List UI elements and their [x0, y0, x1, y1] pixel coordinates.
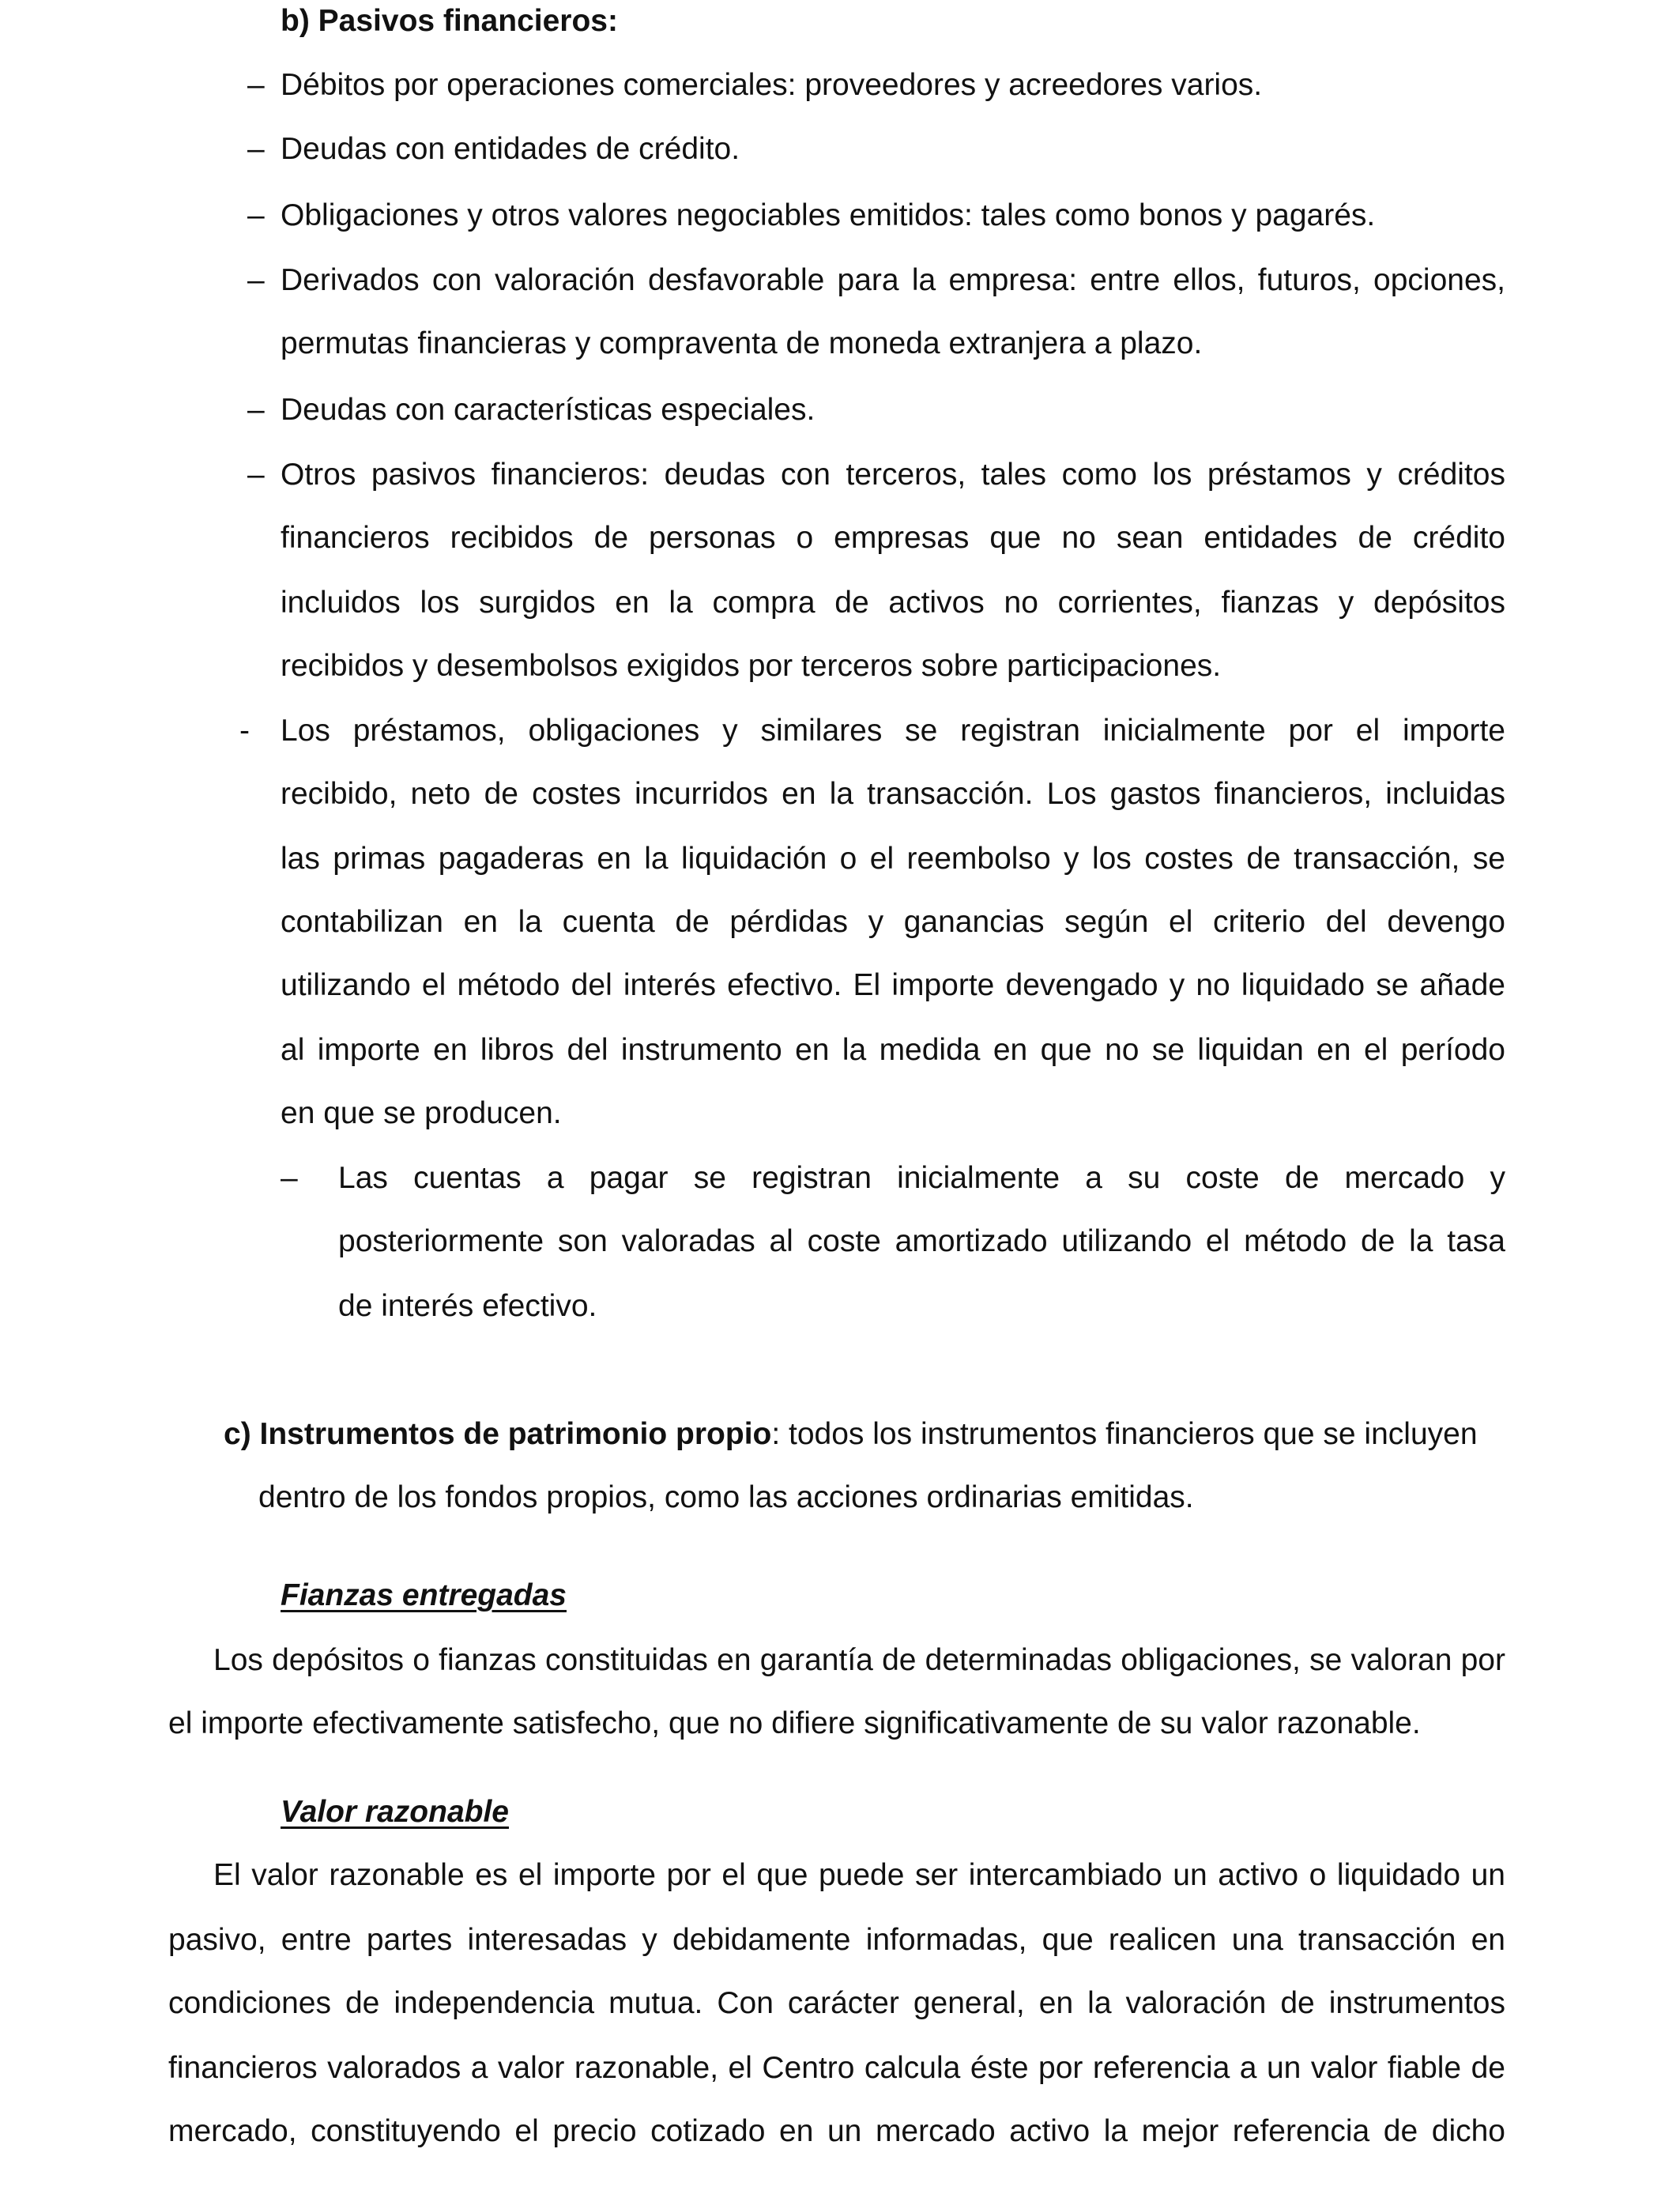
- section-b-heading: b) Pasivos financieros:: [281, 4, 618, 38]
- bullet-dash: –: [247, 132, 265, 166]
- list-item-continuation: permutas financieras y compraventa de moneda extranjera a plazo.: [281, 326, 1203, 360]
- valor-paragraph-line: pasivo, entre partes interesadas y debidamente informadas, que realicen una transacción en: [168, 1923, 1505, 1957]
- list-item-continuation: incluidos los surgidos en la compra de activos no corrientes, fianzas y depósitos: [281, 586, 1505, 620]
- list-item-continuation: recibidos y desembolsos exigidos por terceros sobre participaciones.: [281, 649, 1222, 683]
- hyphen-bullet: -: [239, 714, 250, 748]
- loans-paragraph-line: Los préstamos, obligaciones y similares se registran inicialmente por el importe: [281, 714, 1505, 748]
- payables-paragraph-line: Las cuentas a pagar se registran inicialmente a su coste de mercado y: [338, 1161, 1505, 1195]
- list-item: Deudas con características especiales.: [281, 393, 816, 427]
- bullet-dash: –: [247, 458, 265, 492]
- section-c-line-2: dentro de los fondos propios, como las acciones ordinarias emitidas.: [258, 1480, 1194, 1514]
- list-item: Deudas con entidades de crédito.: [281, 132, 740, 166]
- loans-paragraph-line: utilizando el método del interés efectivo. El importe devengado y no liquidado se añade: [281, 968, 1505, 1002]
- fianzas-paragraph-line: el importe efectivamente satisfecho, que no difiere significativamente de su valor razonable.: [168, 1706, 1421, 1740]
- loans-paragraph-line: recibido, neto de costes incurridos en la transacción. Los gastos financieros, incluidas: [281, 777, 1505, 811]
- section-c-text: : todos los instrumentos financieros que se incluyen: [771, 1417, 1478, 1451]
- payables-paragraph-line: de interés efectivo.: [338, 1289, 597, 1323]
- loans-paragraph-line: al importe en libros del instrumento en la medida en que no se liquidan en el período: [281, 1033, 1505, 1067]
- loans-paragraph-line: en que se producen.: [281, 1096, 562, 1130]
- valor-paragraph-line: condiciones de independencia mutua. Con carácter general, en la valoración de instrumentos: [168, 1986, 1505, 2020]
- list-item: Obligaciones y otros valores negociables emitidos: tales como bonos y pagarés.: [281, 198, 1376, 232]
- payables-paragraph-line: posteriormente son valoradas al coste amortizado utilizando el método de la tasa: [338, 1224, 1505, 1258]
- section-c-heading: c) Instrumentos de patrimonio propio: [224, 1417, 772, 1451]
- loans-paragraph-line: contabilizan en la cuenta de pérdidas y ganancias según el criterio del devengo: [281, 905, 1505, 939]
- bullet-dash: –: [281, 1161, 298, 1195]
- list-item: Débitos por operaciones comerciales: proveedores y acreedores varios.: [281, 68, 1263, 102]
- bullet-dash: –: [247, 68, 265, 102]
- bullet-dash: –: [247, 263, 265, 297]
- valor-paragraph-line: mercado, constituyendo el precio cotizado en un mercado activo la mejor referencia de dicho: [168, 2114, 1505, 2148]
- list-item: Derivados con valoración desfavorable para la empresa: entre ellos, futuros, opciones,: [281, 263, 1505, 297]
- fianzas-heading: Fianzas entregadas: [281, 1578, 567, 1612]
- fianzas-paragraph-line: Los depósitos o fianzas constituidas en garantía de determinadas obligaciones, se valoran por: [213, 1643, 1505, 1677]
- list-item: Otros pasivos financieros: deudas con terceros, tales como los préstamos y créditos: [281, 458, 1505, 492]
- list-item-continuation: financieros recibidos de personas o empresas que no sean entidades de crédito: [281, 521, 1505, 555]
- loans-paragraph-line: las primas pagaderas en la liquidación o el reembolso y los costes de transacción, se: [281, 842, 1505, 876]
- valor-heading: Valor razonable: [281, 1795, 509, 1829]
- valor-paragraph-line: El valor razonable es el importe por el que puede ser intercambiado un activo o liquidado un: [213, 1858, 1505, 1892]
- valor-paragraph-line: financieros valorados a valor razonable, el Centro calcula éste por referencia a un valor fiable de: [168, 2051, 1505, 2085]
- section-c-line: [224, 1415, 1478, 1454]
- bullet-dash: –: [247, 393, 265, 427]
- bullet-dash: –: [247, 198, 265, 232]
